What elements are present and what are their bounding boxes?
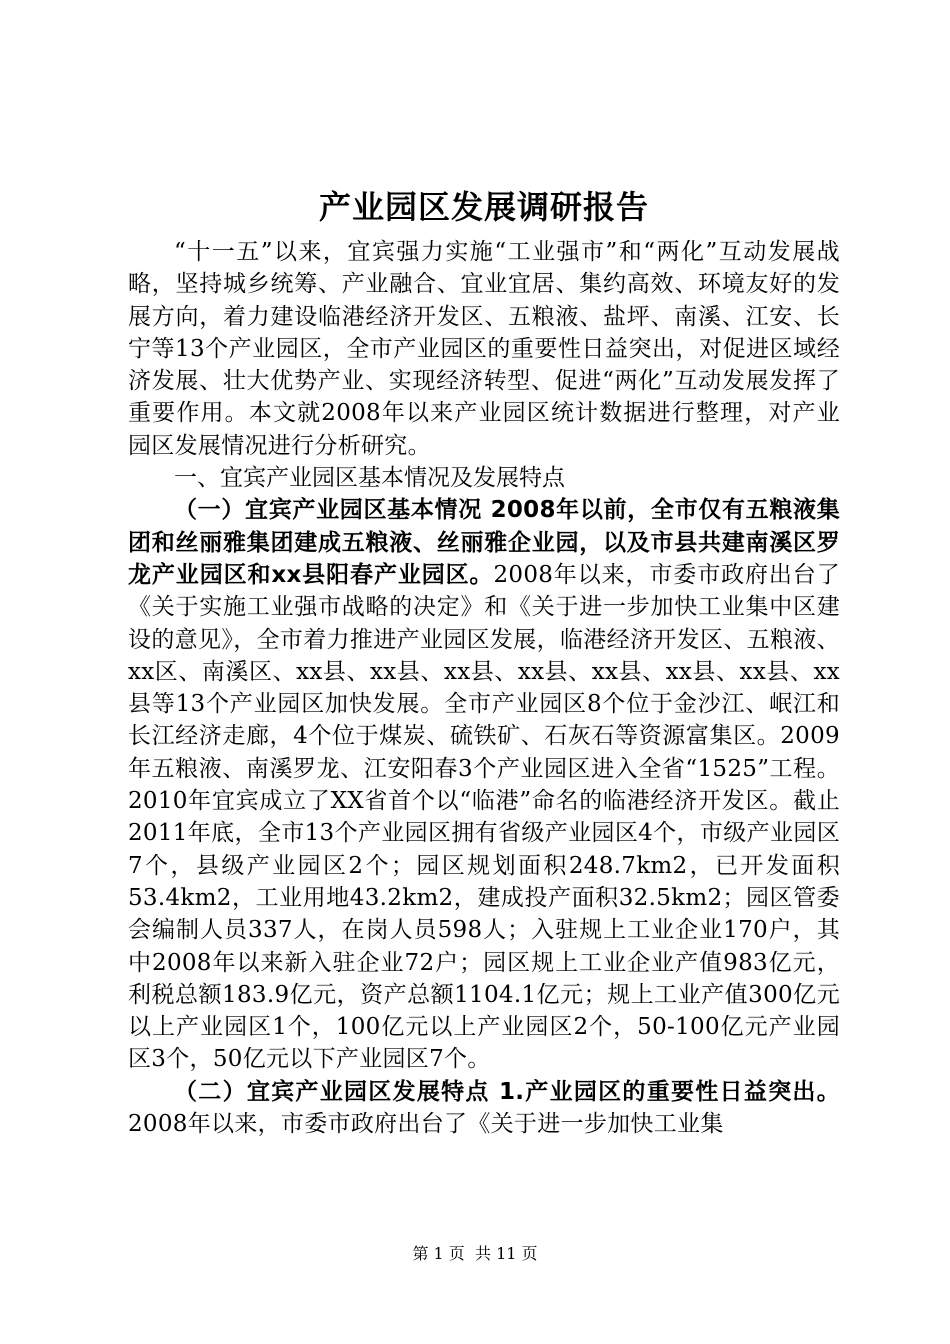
- subsection-2-body: 2008年以来，市委市政府出台了《关于进一步加快工业集: [128, 1111, 724, 1138]
- document-page: [128, 182, 840, 1140]
- subsection-1-paragraph: [128, 494, 840, 1075]
- subsection-2-paragraph: [128, 1076, 840, 1141]
- subsection-1-heading: （一）宜宾产业园区基本情况 2008年以前，全市仅有五粮液集团和丝丽雅集团建成五粮液、丝丽雅企业园，以及市县共建南溪区罗龙产业园区和xx县阳春产业园区。: [128, 497, 840, 588]
- intro-paragraph: “十一五”以来，宜宾强力实施“工业强市”和“两化”互动发展战略，坚持城乡统筹、产业融合、宜业宜居、集约高效、环境友好的发展方向，着力建设临港经济开发区、五粮液、盐坪、南溪、江安、长宁等13个产业园区，全市产业园区的重要性日益突出，对促进区域经济发展、壮大优势产业、实现经济转型、促进“两化”互动发展发挥了重要作用。本文就2008年以来产业园区统计数据进行整理，对产业园区发展情况进行分析研究。: [128, 239, 840, 459]
- total-pages: 共 11 页: [474, 1244, 538, 1263]
- subsection-2-heading: （二）宜宾产业园区发展特点 1.产业园区的重要性日益突出。: [174, 1078, 840, 1105]
- subsection-1-body: 2008年以来，市委市政府出台了《关于实施工业强市战略的决定》和《关于进一步加快工业集中区建设的意见》，全市着力推进产业园区发展，临港经济开发区、五粮液、xx区、南溪区、xx县、xx县、xx县、xx县、xx县、xx县、xx县、xx县等13个产业园区加快发展。全市产业园区8个位于金沙江、岷江和长江经济走廊，4个位于煤炭、硫铁矿、石灰石等资源富集区。2009年五粮液、南溪罗龙、江安阳春3个产业园区进入全省“1525”工程。2010年宜宾成立了XX省首个以“临港”命名的临港经济开发区。截止2011年底，全市13个产业园区拥有省级产业园区4个，市级产业园区7个，县级产业园区2个；园区规划面积248.7km2，已开发面积53.4km2，工业用地43.2km2，建成投产面积32.5km2；园区管委会编制人员337人，在岗人员598人；入驻规上工业企业170户，其中2008年以来新入驻企业72户；园区规上工业企业产值983亿元，利税总额183.9亿元，资产总额1104.1亿元；规上工业产值300亿元以上产业园区1个，100亿元以上产业园区2个，50-100亿元产业园区3个，50亿元以下产业园区7个。: [128, 561, 840, 1073]
- section-heading: 一、宜宾产业园区基本情况及发展特点: [174, 465, 565, 492]
- page-footer: [0, 1244, 950, 1264]
- page-number: 第 1 页: [412, 1244, 465, 1263]
- document-title: 产业园区发展调研报告: [318, 188, 649, 226]
